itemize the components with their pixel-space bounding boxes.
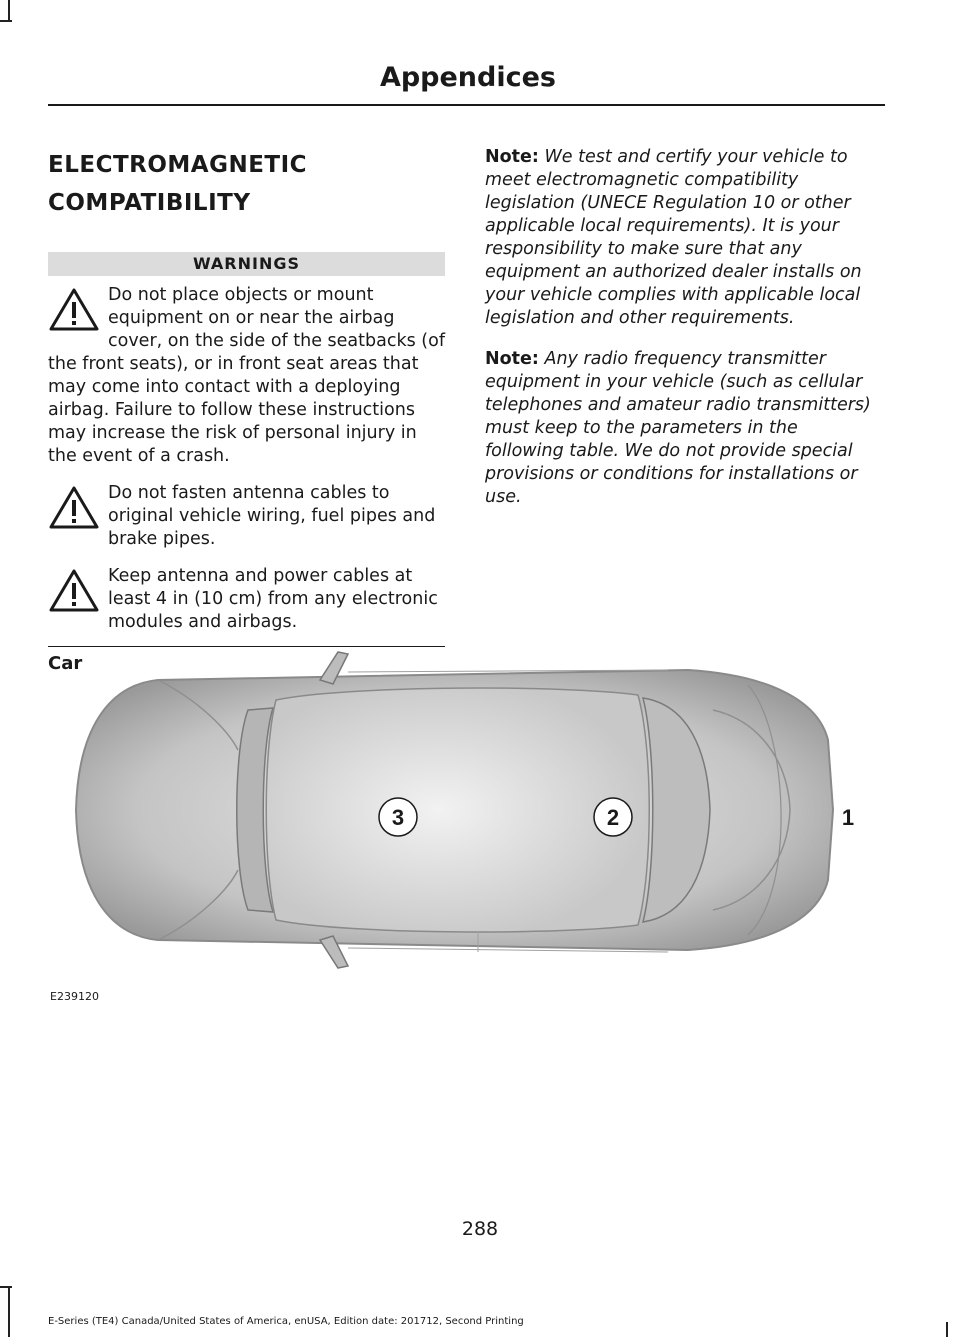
page-footer: E-Series (TE4) Canada/United States of America, enUSA, Edition date: 201712, Second Printing (48, 1316, 524, 1327)
warning-item (48, 284, 445, 468)
car-label: Car (48, 653, 83, 674)
crop-mark (946, 1322, 948, 1337)
header-rule (48, 104, 885, 106)
section-title-line2: COMPATIBILITY (48, 190, 251, 216)
crop-mark (8, 1286, 10, 1337)
right-column (485, 146, 880, 527)
callout-3-label: 3 (391, 805, 405, 830)
figure-code: E239120 (50, 990, 99, 1003)
car-top-view-illustration (48, 640, 885, 980)
warnings-heading: WARNINGS (48, 252, 445, 276)
callout-1-label: 1 (841, 805, 855, 830)
callout-2 (594, 798, 632, 836)
warning-triangle-icon (48, 484, 100, 530)
warning-item (48, 482, 445, 551)
callout-3 (379, 798, 417, 836)
callout-2-label: 2 (606, 805, 620, 830)
warning-item (48, 565, 445, 634)
note-text: We test and certify your vehicle to meet electromagnetic compatibility legislation (UNECE Regulation 10 or other applicable local requirements). It is your responsibility to make sure that any equipment an authorized dealer installs on your vehicle complies with applicable local legislation and other requirements. (485, 147, 862, 328)
left-column (48, 146, 445, 674)
warning-text: Do not place objects or mount equipment on or near the airbag cover, on the side of the seatbacks (of the front seats), or in front seat areas that may come into contact with a deploying airbag. Failure to follow these instructions may increase the risk of personal injury in the event of a crash. (48, 285, 445, 466)
section-title-line1: ELECTROMAGNETIC (48, 152, 308, 178)
page-number: 288 (461, 1218, 499, 1240)
note-paragraph (485, 348, 880, 509)
car-roof (266, 688, 649, 932)
warning-triangle-icon (48, 567, 100, 613)
note-text: Any radio frequency transmitter equipment in your vehicle (such as cellular telephones and amateur radio transmitters) must keep to the parameters in the following table. We do not provide special provisions or conditions for installations or use. (485, 349, 871, 507)
section-title (48, 146, 445, 222)
note-paragraph (485, 146, 880, 330)
warning-text: Keep antenna and power cables at least 4 in (10 cm) from any electronic modules and airbags. (108, 566, 438, 632)
crop-mark (0, 1286, 12, 1288)
note-label: Note: (485, 349, 539, 369)
note-label: Note: (485, 147, 539, 167)
crop-mark (8, 0, 10, 22)
crop-mark (0, 20, 12, 22)
warning-triangle-icon (48, 286, 100, 332)
page-header-title: Appendices (379, 62, 556, 93)
warning-text: Do not fasten antenna cables to original vehicle wiring, fuel pipes and brake pipes. (108, 483, 436, 549)
